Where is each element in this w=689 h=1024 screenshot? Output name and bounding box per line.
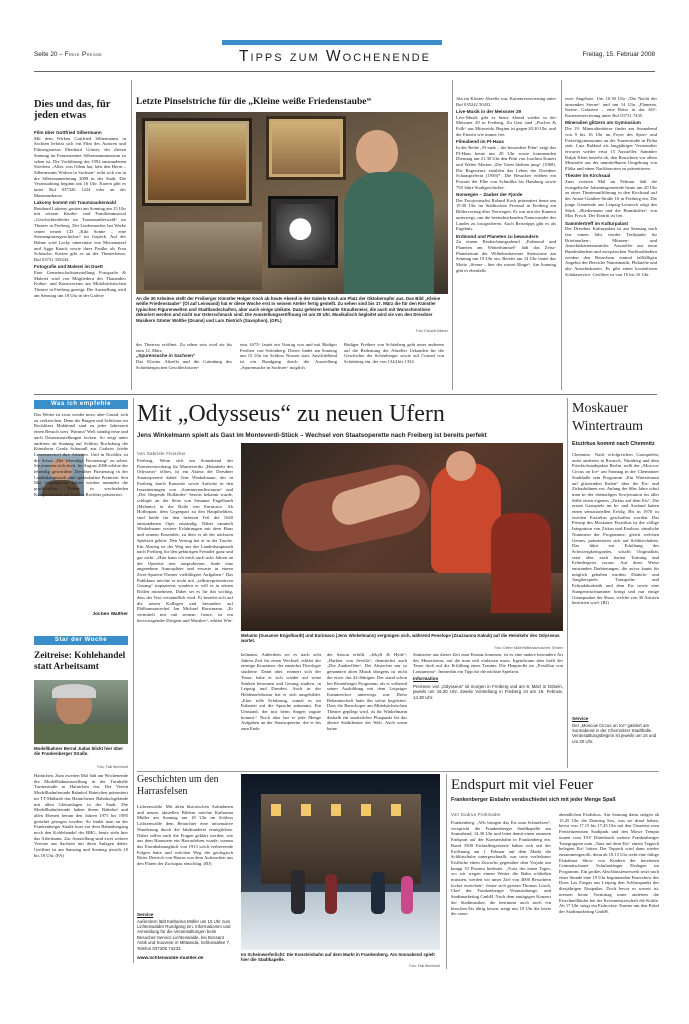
icerink-caption: Im Scheinwerferlicht: Die Kunsteisbahn auf dem Markt in Frankenberg. Am Sonnabend spielt hier die Stadtkapelle. — [241, 952, 435, 963]
endspurt-subhead: Frankenberger Eisbahn verabschiedet sich mit jeder Menge Spaß — [451, 797, 616, 803]
feature-headline: Letzte Pinselstriche für die „Kleine weiße Friedenstaube“ — [136, 96, 372, 107]
feature-text-col2: eins 1675“ lautet ein Vortrag von und mit Rüdiger Freiherr von Schönberg. Dieser findet am Sonntag um 15 Uhr im Schloss Nossen statt. Anschließend ist ein Rundgang durch die Ausstellung „Spurensuche in Sachsen“ möglich. — [240, 342, 337, 370]
harras-headline: Geschichten um den Harrasfelsen — [137, 774, 219, 797]
feature-caption: An die 30 Arbeiten stellt der Freiberger Künstler Holger Koch ab heute Abend in der Galerie Koch am Platz der Oktoberopfer aus. Das Bild „Kleine weiße Friedenstaube“ (Öl auf Leinwand) hat er diese Woche erst in seinem Atelier fertig gestellt. Zu sehen sind bis 17. März die für den Künstler typischen Figurenwelten und Stadtlandschaften, aber auch einige Unikate. Dazu gehören bemalte Straußeneier, die auch mit Wunschmotiven dekoriert werden und nicht nur Osterschmuck sind. Die Ausstellungseröffnung ist um 20 Uhr. Musikalisch begleitet wird sie von den Dresdner Musikern Günter Wolthe (Drums) und Lars Dietrich (Saxophon). (GFL) — [136, 296, 441, 323]
odysseus-text-col2: kelmann. Außerdem sei es nach acht Jahren Zeit für einen Wechsel, erklärt der einstige Kruzianer, der zunächst Theologie studierte. Dann aber, erinnert sich der Tenor, habe er sich wieder auf seine Stärken besonnen und Gesang studiert, in Leipzig und Dresden. Auch in der Heldenzelebratur hat er sich ausgebildet. „Eine tolle Erfahrung, zumal es im Kabarett auf die Sprache ankommt. Ein Umstand, der mir beim Singen zugute kommt.“ Noch aber hat er jede Menge Aufgaben an der Staatsoperette, die er bis zum Ende — [241, 652, 321, 732]
tips-column-left: Abt im Kloster Altzella war. Kartenreservierung unter Ruf 035242 50432. Live-Musik in der Meissner 29 Live-Musik gibt es heute Abend wieder in der Meissner 29 in Freiberg. Zu Gast sind „Fischer & Folk“ aus Mittweida. Beginn ist gegen 20.30 Uhr, und der Eintritt wie immer frei. Filmabend im Pi-Haus In der Reihe „Pi-onik – der besondere Film“ zeigt das PI-Haus heute um 20 Uhr sowie kommenden Dienstag um 21.30 Uhr den Film von Joachim Kunert und Walter Marten „Die Toten bleiben jung“ (1968). Die Regisseure erzählen das Leben der Dresdner Schauspielerin (1956)*. Die Besucher erleben ein Portrait der Elbe von Schmilka bis Hamburg sowie 750 Jahre Stadtgeschichte. Norwegen – Zauber der Fjorde Der Fotojournalist Roland Koch präsentiert heute um 19.30 Uhr im Städtischen Festsaal in Freiberg ein Bildervortrag über Norwegen. Er war mit der Kamera unterwegs, um die beeindruckenden Naturwunder des Landes zu fotografieren. Auch Reisetipps gibt es als Ergebnis. Erdmond und Planeten zu bewundern Zu einem Beobachtungsabend „Erdmond und Planeten am Winterhimmel“ lädt das Zeiss-Planetarium der Wilhelmshavener Sternwarte am Sonntag um 19 Uhr ein. Bereits um 14 Uhr lautet das Motto „Sterne – hier der soweit Ringe“. Am Sonntag gibt es ebenfalls — [456, 96, 556, 273]
section-title: Tipps zum Wochenende — [239, 48, 431, 65]
page-number: Seite 20 – Freie Presse — [34, 51, 103, 58]
empfehle-text: Das Wetter ist zwar wieder mies, aber Grund, sich zu verkriechen. Denn die Burgen und Schlösser im Rochlitzer Muldental sind zu jeder Jahreszeit einen Besuch wert. Warum? Weil ständig neue und auch Dauerausstellungen locken. So zeigt unter anderem ab Sonntag auf Schloss Rochsburg die Künstlerin Gerda Schaundl aus Grabow (siehe Lesereservice) ihre Arbeiten. Und in Rochlitz ist die Schau „Der lebendige Fürstenzug“ zu sehen. Sie erinnern sich doch. Im August 2006 erlebte der lebendig gewordene Dresdner Fürstenzug in der Landeshauptstadt eine spektakuläre Premiere. Seit Mai vergangenen Jahres werden nunmehr die prachtvollen Roben in wechselnden Kompositionen auf Schloss Rochlitz präsentiert. — [34, 412, 128, 497]
section-rule — [34, 394, 657, 395]
icerink-photo — [241, 774, 440, 950]
harras-service: Service Außerdem lädt Katharina Müller um 15 Uhr zum Lichtenwalder Rundgang ein. Informationen und Anmeldung für die Veranstaltungen beim Besucher-Service Lichtenwalde, bei Bossant Antik und Souvenir in Mittweida, Schlossallee 7, Telefon 037206 74233. — [137, 912, 231, 951]
tips-column-right: zwei Angebote. Um 10.30 Uhr „Die Nacht der tanzenden Sterne“ und um 14 Uhr „Planeten, Sterne, Galaxien – eine Reise in das All“. Kartenreservierung unter Ruf 03731 7435. Mineralien glitzern am Gymnasium Die 19. Mineralienbörse findet am Sonnabend von 9 bis 16 Uhr im Foyer des Sport- und Freizeitgymnasiums an der Turnerstraße in Flöha statt. Lutz Baldauf als langjähriger Veranstalter erwartet wieder etwa 15 Aussteller. Sammler Ralph Klein besteht ob, den Besuchern vor allem Mineralie aus der unmittelbaren Umgebung von Flöha und einen Nachbarorten zu präsentieren. Theater im Kirchsaal Zum zweiten Mal im Februar lädt die evangelische Johannisgemeinde heute um 20 Uhr zu einer Theateraufführung in den Kirchsaal auf der Anton-Günther-Straße 16 in Freiberg ein. Die junge Gemeinde aus Leipzig-Leutzsch zeigt das Stück „Biedermann und die Brandstifter“ von Max Frisch. Der Eintritt ist frei. Sammlertreff im Kulturpalast Der Dresdner Kulturpalast ist am Samstag nach fast einem Jahr wieder Treffpunkt für Briefmarken-, Münzen- und Ansichtskartensammler. Aussteller aus neun Bundesländern und europäischen Nachbarländern werden den Besuchern einmal fallfälligen Angebot der Bereiche Numismatik, Philatelie und alte Ansichtskarten. Es gibt einen kostenlosen Schätzservice. Geöffnet ist von 10 bis 16 Uhr. — [565, 96, 657, 277]
star-credit: Foto: Falk Bernhardt — [97, 765, 128, 769]
modelrail-photo — [34, 680, 128, 744]
endspurt-text-col1: Frankenberg. „Wir bringen das Eis zum Schmelzen“, verspricht die Frankenberger Stadtkapelle am Sonnabend, 14.30 Uhr und leitet damit einen rasanten Endspurt auf der Kunsteisbahn in Frankenberg ein. Rund 3500 Eislaufbegeisterte haben sich seit der Eröffnung am 1. Februar auf dem Markt die Schlittschuhe untergeschnallt, war trotz vorlesbarer Eisfläche einen Zuwachs gegenüber dem Vorjahr um knapp 10 Prozent bedeutet. „Trotz der einen Tages, wo wir wegen einem Wetter die Bahn schließen mussten, werden wir unser Ziel von 4000 Besuchern locker erreichen“, freute sich gestern Thomas Lösch, Chef der Frankenberger Veranstaltungs- und Stadtmarketing GmbH. Nach dem eintägigen Konzert der Stadtmusiker, die bestimmt auch noch ein bisschen Eis übrig lassen, steigt um 18 Uhr die letzte der sonn- — [451, 820, 551, 917]
header-accent-bar — [222, 40, 442, 45]
star-caption: Modellbahner Bernd Judas blickt hier über die Frankenberger Straße. — [34, 746, 124, 757]
column-divider — [446, 774, 447, 969]
column-divider — [561, 80, 562, 390]
moskau-text: Chemnitz. Nach erfolgreichen Gastspielen, unter anderem in Rostock, Nürnberg und dem Friedrichstadtpalast Berlin, stellt der „Moscow Circus on Ice“ am Sonntag in der Chemnitzer Stadthalle sein Programm „Ein Wintertraum auf glitzernden Kufen“ über die Eis- und Zirkusbühnen vor. Anfang der 60er Jahre schuf man in der ehemaligen Sowjetunion im aller Stille einen eigenen „Zirkus auf dem Eis“. Die ersten Gastspiele im In- und Ausland hatten einen sensationellen Erfolg. Bis in 1970 ist zweiten Eiszirkus geschaffen worden. Das Prinzip des Moskauer Eiszirkus ist die völlige Integration von Zirkus und Eisshow, sämtliche Nummern der Programme, gleich welchen Genres, präsentieren sich auf Schlittschuhen. Das führt zur Erhöhung des Schwierigkeitsgrades, schafft Originalität, setzt aber auch harten Training und Erfindergeist voraus. Auf diese Weise entstanden Darbietungen, die zuvor kaum für möglich gehalten wurden. Diabolo- und Jonglierspiele, Trampolin- und Faltradakrobatik und dem Eis sowie eine Stangenwurfnummer bringt und nur einige Glanzpunkte der Show, welche von 30 Artisten bestritten wird. (BJ) — [572, 452, 659, 606]
empfehle-band: Was ich empfehle — [34, 400, 128, 409]
feature-text-col1: des Theaters eröffnet. Zu sehen sein wird sie bis zum 12. März. „Spurensuche in Sachsen“ Das Kloster Altzella und die Gründung des Schönbergischen Geschlechtswer- — [136, 342, 232, 370]
odysseus-text-col4: Statisterie aus dieser Zeit zum Einsatz kommen, ist es eine andere besondere Art des Musizierens, auf die man sich einlassen muss. Irgendwann aber hofft der Tenor doch auf die Erfüllung eines Traums: Die Hauptrolle im „Postillon von Lonjumeau“. Immerhin ein Tipp für die nächste Spielzeit. Information Premiere von „Odysseus“ ist morgen in Freiberg und am 8. März in Döbeln, jeweils um 19.30 Uhr. Zweite Vorstellung in Freiberg ist am 19. Februar, 14.30 Uhr. — [413, 652, 563, 700]
section-rule — [137, 771, 659, 772]
odysseus-headline: Mit „Odysseus“ zu neuen Ufern — [137, 401, 445, 427]
opera-credit: Foto: Detlev Müller/Mittelsächsisches Theater — [494, 646, 563, 650]
page-date: Freitag, 15. Februar 2008 — [582, 51, 655, 58]
star-band: Star der Woche — [34, 636, 128, 645]
odysseus-text-col1: Freiberg. Wenn sich am Sonnabend der Premierenvorhang für Monteverdis „Heimkehr des Odysseus“ öffnet, ist ein Akteur der Dresdner Staatsoperette dabei: Jens Winkelmann, der in Freiberg durch Konzerte sowie Auftritte in den Inszenierungen von „Sommernachtstraum“ und „Der fliegende Holländer“ bereits bekannt wurde, schlüpft an der Seite von Susanne Engelhardt (Melanto) in die Rolle von Eurimaco. Ab Hofbopaar, dem Gegenpart zu den Hauptheldien, sind beide für den heiteren Teil der 1640 entstandenen Oper zuständig. Dabei sammelt Winkelmann weitere Erfahrungen mit dem Haus und seinem Ensemble, zu dem er ab der nächsten Spielzeit gehört. Den Vertrag hat er in der Tasche. Ein Abstieg ist der Weg aus der Landeshauptstadt nach Freiberg für den gebürtigen Freitaler ganz und gar nicht. „Hier kann ich mich auch acht Jahren an der Operette neu ausprobieren, finde eine angenehme Atmosphäre und erwarte in einem Zwei-Sparten-Theater vielfältigere Aufgaben.“ Das Publikum möchte er nicht mit „selbstrepräsentiven Gesang“ trapazieren, sondern er will es in seinen Rollen mitnehmen. Dabei sei es für ihn wichtig, dass der Text verständlich wird. Er bezieht sich auf die neuen Kollegen und besonders auf Philharmoniechef Jan Michael Horstmann. „Er vermittelt mir mit seinem Genre, ist ein hervorragender Dirigent und Musiker“, erklärt Win- — [137, 458, 233, 623]
column-divider — [131, 80, 132, 390]
header-rule — [34, 71, 655, 72]
empfehle-author: Jochen Walther — [92, 612, 128, 617]
dies-body: Film über Gottfried Silbermann Mit dem Wirken Gottfried Silbermanns in Sachsen befasst sich ein Film des Autoren und Filmregisseurs Eberhard Görner, der diesen Sonntag im Frauensteiner Silbermannmuseum zu sehen ist. Die Vorführung des 1992 entstandenen Streifens „Alles, was Odem hat, lobe den Herrn – Silbermanns Wirken in Sachsen“ reiht sich ein in die Silbermannehrung 2008 in der Stadt. Die Veranstaltung beginnt um 16 Uhr. Karten gibt es unter Ruf 037326 1224 oder an der Museumskasse. Lakomy kommt mit Traumzauberwald Reinhard Lakomy gastiert am Sonntag um 15 Uhr mit seinem Kinder- und Familienmusical „Geschichtenlieder im Traumzauberwald“ im Theater in Freiberg. Der Liedermacher hat Werke seiner neuen CD „Kiki Sonne – eine Sternenputzergeschichte“ im Gepäck. Auf der Bühne wird Lacky unterstützt von Moosmutzel und Agga Knack sowie ihres Paulke als Frau Scheuche. Karten gibt es an der Theaterkasse, Ruf 03731 358234. Fotografie und Malerei im Duett Eine Gemeinschaftsausstellung Fotografie & Malerei wird von Mitgliedern des Tharandter Kultur- und Kunstvereins am Mittelsächsischen Theater in Freiberg gezeigt. Die Ausstellung wird am Samstag um 18 Uhr in der Galerie — [34, 130, 126, 298]
moskau-subhead: Eiszirkus kommt nach Chemnitz — [572, 441, 655, 447]
column-divider — [452, 80, 453, 390]
moskau-headline: Moskauer Wintertraum — [572, 401, 643, 434]
opera-caption: Melanto (Susanne Engelhardt) und Eurimaco (Jens Winkelmann) vergnügen sich, während Penelope (Zsuzsanna Kakuk) auf die Heimkehr des Odysseus wartet. — [241, 633, 560, 644]
endspurt-headline: Endspurt mit viel Feuer — [451, 777, 594, 793]
odysseus-subhead: Jens Winkelmann spielt als Gast im Monteverdi-Stück – Wechsel von Staatsoperette nach Freiberg ist bereits perfekt — [137, 432, 487, 439]
harras-url[interactable]: www.lichtenwalde-mueller.de — [137, 956, 204, 961]
harras-text: Lichtenwalde. Mit alten historischen Aufnahmen und neuen, aktuellen Bildern möchte Katharina Müller am Sonntag um 18 Uhr im Schloss Lichtenwalde dem Betrachter eine informative Wanderung durch die Jahrhunderte ermöglichen. Dabei sollen auch die Fragen geklärt werden, wie aus dem Hausstein ein Harrasfelsen wurde, warum das Eisenbahnunglück von 1913 solch verheerende Folgen hatte und welchen Weg die geologisch Ritter Dietrich von Harras von dem Auftauchen aus den Fluten der Zschopau einschlug. (BJ) — [137, 804, 233, 867]
column-divider — [133, 398, 134, 963]
opera-photo — [241, 443, 563, 631]
moskau-service: Service Der „Moscow Circus on Ice“ gastiert am Sonnabend in der Chemnitzer Stadthalle. Veranstaltungsbeginn ist jeweils um 16 und um 20 Uhr. — [572, 716, 657, 744]
feature-text-col3: Rüdiger Freiherr von Schönberg geht unter anderem auf die Bedeutung der Altzeller Urkunden für die Geschichte der Schönberger sowie auf Conrad von Schönberg ein, der von 1344 bis 1354 — [344, 342, 444, 365]
odysseus-text-col3: der Saison erfüllt: „Jekyll & Hyde“, „Barbier von Sevilla“, demnächst auch „Die Zauberflöte“. Der Abstecher nur so genannten alten Musik übrigens ist nicht der erste: das 42-Jährigen. Der stand schon bei Rosenberger Programm, als er während seiner Ausbildung mit dem Leipziger Kammerchor unterwegs war. Diese Bekanntschaft hatte ihn sofort begeistert. Dass die Barockoper am Mittelsächsischen Theater gepflegt wird, ist für Winkelmann deshalb ein zusätzlicher Pluspunkt für das älteste Stadttheater der Welt. Auch wenn keine — [327, 652, 407, 732]
endspurt-text-col2: abendlichen Eisdiskos. Am Sonntag dann steigen ab 15.45 Uhr die Dancing Sox, was sie drauf haben, bevor von 17.15 bis 17.45 Uhr mit den Tänzerns vom Freizeitzentrum Stadtpark und den Mowe Tempta tionen vom TSV Dittenbach weitere Frankenberger Tanzgruppen zum „Tanz auf dem Eis“ einem Teppich belegten Eis“ bitten. Der Teppich wird dann wieder zusammengerollt, denn ab 18.15 Uhr steht eine faltige Eisbahnar Show von Kindern der bereiteten Crimmitschauer Schulanfänger Einlagen im Programm. Ein großes Abschlussfeuerwerk setzt nach einer Stunde eine 19 Uhr beginnenden Feuershow des Duos Las Fuegas aus Leipzig den Schlusspunkt des diesjährigen Eisspaßes. Doch bevor es soweit ist, messen heute Vormittag unter anderem die Eisschnellläufer bei der Kreismeisterschaft die Kräfte. Ab 17 Uhr steigt ein Eishockey-Turnier um den Pokal der Stadtmarketing GmbH. — [559, 812, 659, 914]
column-divider — [567, 398, 568, 768]
star-headline: Zeitreise: Kohlehandel statt Arbeitsamt — [34, 651, 126, 672]
endspurt-byline: Von Gudrun Frohmader — [451, 812, 501, 817]
feature-credit: Foto: Eckardt Mildner — [415, 329, 448, 333]
star-text: Hainichen. Zum zweiten Mal lädt am Wochenende die Modellbahnausstellung in der Turnhalle Turnerstraße in Hainichen ein. Der Verein Modellbahnfreunde Bahnhof Hainichen präsentiert im TT-Maßstab das Hainichener Bahnhofsgelände mit allen Gleisanlagen in der Stadt. Die Modellbahnfreunde haben ihrem Bahnhof und allen Ebenen herum den Jahren 1975 bis 1985 gestaltet gezogen worden. So findet man an der Frankenberger Straße kurz vor dem Bahnübergang noch den Kohlehandel der BHG, heute steht hier das Arbeitsamt. Zur Ausstellung sind zwei weitere Vereine aus Sachsen mit ihren Anlagen dabei. Geöffnet ist am Samstag und Sonntag jeweils 10 bis 18 Uhr. (FA) — [34, 773, 128, 858]
dies-headline: Dies und das, für jeden etwas — [34, 99, 111, 121]
painter-photo — [136, 112, 448, 294]
icerink-credit: Foto: Falk Bernhardt — [409, 964, 440, 968]
odysseus-byline: Von Gabriele Fleischer — [137, 451, 186, 456]
